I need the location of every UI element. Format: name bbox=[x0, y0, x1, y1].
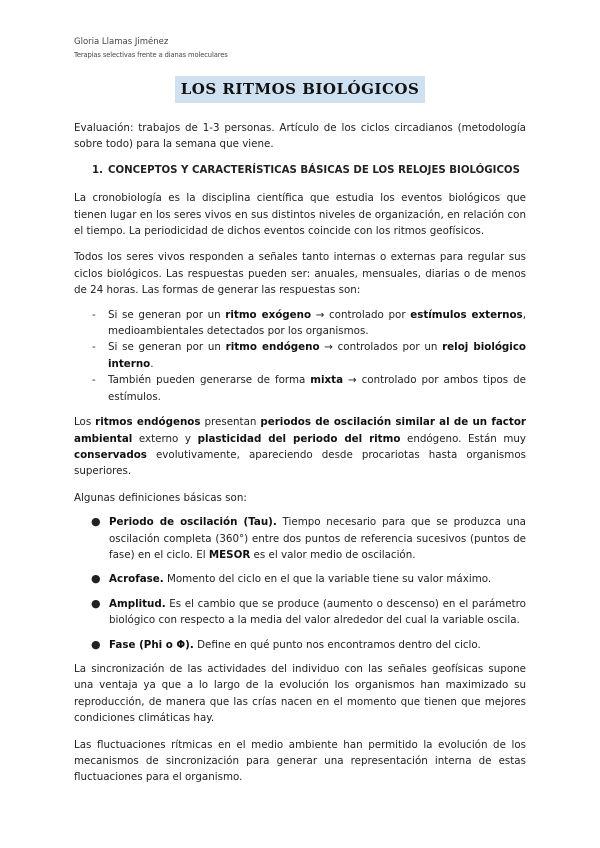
section-number: 1. bbox=[92, 164, 103, 176]
dash-marker: - bbox=[92, 341, 96, 354]
definitions-list bbox=[74, 514, 526, 653]
dash-marker: - bbox=[92, 374, 96, 387]
header-author: Gloria Llamas Jiménez bbox=[74, 37, 169, 47]
list-item: ● Acrofase. Momento del ciclo en el que la variable tiene su valor máximo. bbox=[74, 571, 526, 587]
paragraph-sincronizacion: La sincronización de las actividades del individuo con las señales geofísicas supone una ventaja ya que a lo largo de la evolución los organismos han maximizado su reproducción, de manera que las crías nacen en el momento que tienen que mejores condiciones climáticas hay. bbox=[74, 662, 526, 725]
bullet-marker: ● bbox=[91, 515, 101, 529]
paragraph-respuestas: Todos los seres vivos responden a señales tanto internas o externas para regular sus ciclos biológicos. Las respuestas pueden ser: anuales, mensuales, diarias o de menos de 24 horas. Las formas de generar las respuestas son: bbox=[74, 251, 526, 297]
response-list bbox=[74, 307, 526, 405]
intro-paragraph: Evaluación: trabajos de 1-3 personas. Artículo de los ciclos circadianos (metodología sobre todo) para la semana que viene. bbox=[74, 122, 526, 151]
title-container bbox=[0, 76, 600, 103]
bullet-marker: ● bbox=[91, 637, 101, 651]
paragraph-ritmos-endogenos: Los ritmos endógenos presentan periodos de oscilación similar al de un factor ambiental externo y plasticidad del periodo del ritmo endógeno. Están muy conservados evolutivamente, apareciendo desde procariotas hasta organismos superiores. bbox=[74, 416, 526, 478]
list-item: ● Fase (Phi o Φ). Define en qué punto nos encontramos dentro del ciclo. bbox=[74, 637, 526, 653]
list-item: - Si se generan por un ritmo exógeno → controlado por estímulos externos, medioambientales detectados por los organismos. bbox=[92, 308, 526, 338]
list-item: ● Periodo de oscilación (Tau). Tiempo necesario para que se produzca una oscilación completa (360°) entre dos puntos de referencia sucesivos (puntos de fase) en el ciclo. El MESOR es el valor medio de oscilación. bbox=[91, 515, 526, 561]
page-title: LOS RITMOS BIOLÓGICOS bbox=[175, 76, 426, 103]
header-subject: Terapias selectivas frente a dianas moleculares bbox=[74, 51, 228, 59]
list-item: - También pueden generarse de forma mixta → controlado por ambos tipos de estímulos. bbox=[92, 374, 526, 403]
paragraph-definiciones-intro: Algunas definiciones básicas son: bbox=[74, 491, 247, 504]
bullet-marker: ● bbox=[91, 596, 101, 610]
dash-marker: - bbox=[92, 308, 96, 321]
section-heading bbox=[92, 163, 526, 179]
list-item: ● Amplitud. Es el cambio que se produce (aumento o descenso) en el parámetro biológico con respecto a la media del valor alrededor del cual la variable oscila. bbox=[91, 596, 526, 627]
paragraph-fluctuaciones: Las fluctuaciones rítmicas en el medio ambiente han permitido la evolución de los mecanismos de sincronización para generar una representación interna de estas fluctuaciones para el organismo. bbox=[74, 738, 526, 784]
section-heading-text: CONCEPTOS Y CARACTERÍSTICAS BÁSICAS DE LOS RELOJES BIOLÓGICOS bbox=[108, 164, 520, 176]
paragraph-cronobiologia: La cronobiología es la disciplina científica que estudia los eventos biológicos que tienen lugar en los seres vivos en sus distintos niveles de organización, en relación con el tiempo. La periodicidad de dichos eventos coincide con los ritmos geofísicos. bbox=[74, 192, 526, 238]
list-item: - Si se generan por un ritmo endógeno → controlados por un reloj biológico interno. bbox=[92, 341, 526, 370]
document-body bbox=[74, 120, 526, 796]
bullet-marker: ● bbox=[91, 572, 101, 586]
